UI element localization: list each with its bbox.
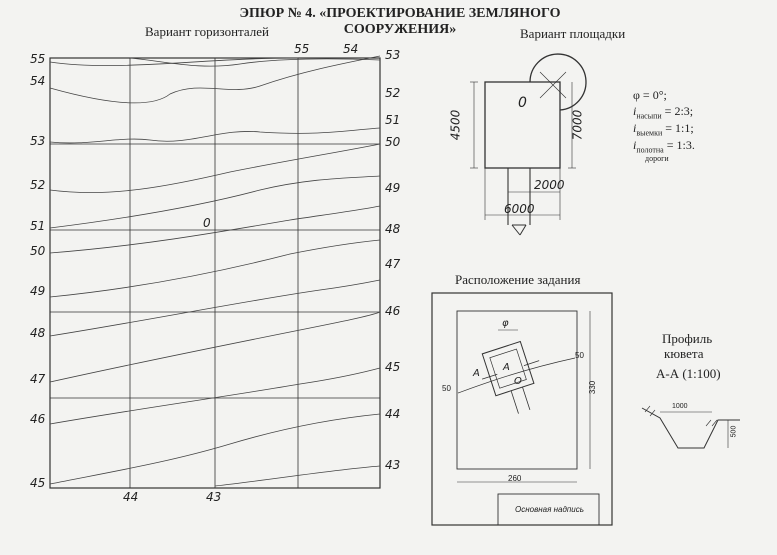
contour-line xyxy=(215,466,380,486)
parameter-subscript: выемки xyxy=(636,128,663,138)
contour-label-left: 50 xyxy=(442,384,451,393)
dim-layout-height: 330 xyxy=(588,380,598,395)
right-elevation-label: 44 xyxy=(385,407,401,421)
left-elevation-label: 54 xyxy=(30,74,46,88)
contour-map-heading: Вариант горизонталей xyxy=(145,24,269,39)
right-elevation-label: 43 xyxy=(385,458,401,472)
site-variant-heading: Вариант площадки xyxy=(520,26,626,41)
site-origin-label: 0 xyxy=(518,95,527,111)
parameter-symbol: i xyxy=(633,138,637,152)
dim-site-width: 6000 xyxy=(504,202,535,216)
left-elevation-label: 45 xyxy=(30,476,46,490)
left-elevation-label: 46 xyxy=(30,412,46,426)
title-block-stamp: Основная надпись xyxy=(515,505,584,514)
parameter-subscript: полотна xyxy=(636,145,664,155)
right-elevation-label: 53 xyxy=(385,48,401,62)
right-elevation-label: 52 xyxy=(385,86,401,100)
layout-origin-label: O xyxy=(514,376,522,387)
dim-height-left: 4500 xyxy=(448,109,463,141)
dim-height-right: 7000 xyxy=(570,109,585,141)
layout-scheme-drawing xyxy=(432,293,612,525)
profile-heading-2: кювета xyxy=(664,346,704,361)
dim-ditch-width: 1000 xyxy=(672,403,688,410)
right-elevation-label: 50 xyxy=(385,135,401,149)
left-elevation-label: 47 xyxy=(30,372,46,386)
page-title: ЭПЮР № 4. «ПРОЕКТИРОВАНИЕ ЗЕМЛЯНОГО СООРУЖЕНИЯ» xyxy=(239,6,561,37)
profile-heading: Профиль xyxy=(662,331,713,346)
parameter-value: = 1:3. xyxy=(666,138,695,152)
parameter-subscript-line2: дороги xyxy=(645,154,669,163)
dim-ditch-depth: 500 xyxy=(730,425,738,438)
left-elevation-label: 49 xyxy=(30,284,46,298)
left-elevation-label: 52 xyxy=(30,178,46,192)
section-label-a: A xyxy=(503,362,510,373)
layout-phi-label: φ xyxy=(502,318,509,329)
parameter-value: = 2:3; xyxy=(664,104,694,118)
parameter-value: = 1:1; xyxy=(665,121,694,135)
left-elevation-label: 55 xyxy=(30,52,46,66)
origin-label: 0 xyxy=(203,216,211,230)
left-elevation-label: 48 xyxy=(30,326,46,340)
bottom-elevation-label: 43 xyxy=(206,490,222,504)
ditch-profile-drawing xyxy=(642,406,740,448)
parameter-subscript: насыпи xyxy=(636,111,662,121)
parameter-symbol: i xyxy=(633,121,637,135)
parameter-phi: φ = 0°; xyxy=(633,88,667,102)
bottom-elevation-label: 44 xyxy=(123,490,139,504)
dim-road-width: 2000 xyxy=(534,178,565,192)
left-elevation-label: 51 xyxy=(30,219,46,233)
parameter-symbol: i xyxy=(633,104,637,118)
top-elevation-label: 54 xyxy=(343,42,359,56)
right-elevation-label: 46 xyxy=(385,304,401,318)
left-elevation-label: 53 xyxy=(30,134,46,148)
dim-layout-width: 260 xyxy=(508,474,522,483)
right-elevation-label: 49 xyxy=(385,181,401,195)
contour-label-right: 50 xyxy=(575,351,584,360)
right-elevation-label: 47 xyxy=(385,257,401,271)
section-label-a: A xyxy=(473,368,480,379)
right-elevation-label: 51 xyxy=(385,113,401,127)
contour-map-grid xyxy=(50,58,380,488)
layout-heading: Расположение задания xyxy=(455,272,581,287)
top-elevation-label: 55 xyxy=(294,42,310,56)
right-elevation-label: 45 xyxy=(385,360,401,374)
left-elevation-label: 50 xyxy=(30,244,46,258)
right-elevation-label: 48 xyxy=(385,222,401,236)
profile-section: А-А (1:100) xyxy=(656,366,721,381)
